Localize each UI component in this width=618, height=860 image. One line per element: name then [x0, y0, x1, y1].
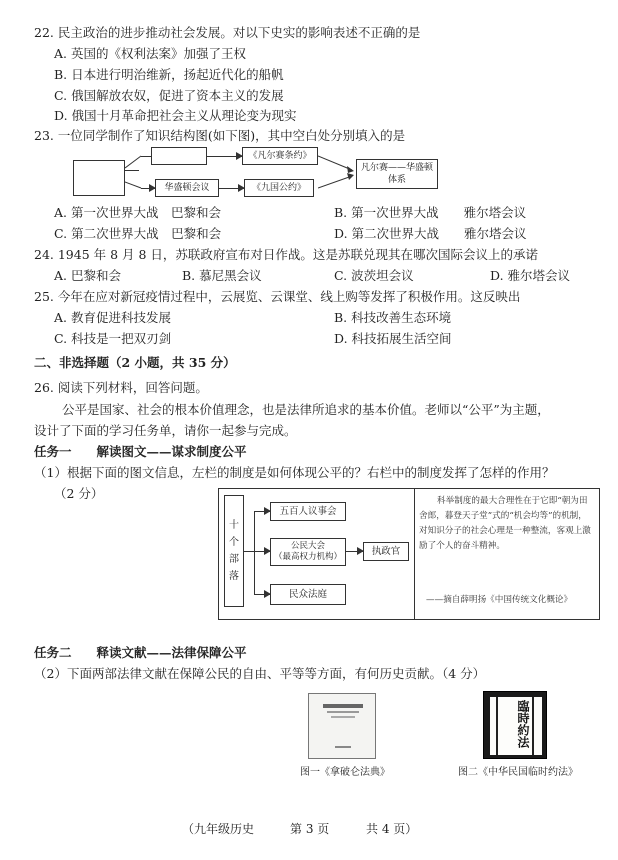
q24-stem: 24. 1945 年 8 月 8 日，苏联政府宣布对日作战。这是苏联兑现其在哪次国际会议上的承诺	[34, 247, 538, 262]
task1-title: 任务一 解读图文——谋求制度公平	[34, 444, 247, 459]
q23-stem: 23. 一位同学制作了知识结构图(如下图)，其中空白处分别填入的是	[34, 128, 406, 143]
diagram-blank-box-2	[151, 147, 207, 165]
magistrate-box: 执政官	[363, 542, 409, 561]
diagram-versailles: 《凡尔赛条约》	[242, 147, 318, 165]
q24-option-a: A. 巴黎和会	[54, 268, 121, 283]
citizens-assembly	[270, 538, 346, 566]
provisional-constitution-image	[483, 691, 547, 759]
system-line2: 体系	[387, 175, 406, 185]
q26-sub2: （2）下面两部法律文献在保障公民的自由、平等等方面，有何历史贡献。（4 分）	[34, 666, 486, 681]
quote-source: ——摘自薛明扬《中国传统文化概论》	[426, 595, 573, 605]
q26-stem: 26. 阅读下列材料，回答问题。	[34, 380, 208, 395]
task2-title: 任务二 释读文献——法律保障公平	[34, 645, 247, 660]
q24-option-c: C. 波茨坦会议	[334, 268, 414, 283]
assembly-line2: （最高权力机构）	[273, 552, 342, 562]
q25-option-a: A. 教育促进科技发展	[54, 310, 171, 325]
q22-stem: 22. 民主政治的进步推动社会发展。对以下史实的影响表述不正确的是	[34, 25, 421, 40]
q24-option-d: D. 雅尔塔会议	[490, 268, 571, 283]
q23-option-a: A. 第一次世界大战 巴黎和会	[54, 205, 221, 220]
q26-sub1-line1: （1）根据下面的图文信息，左栏的制度是如何体现公平的？右栏中的制度发挥了怎样的作用？	[34, 465, 555, 480]
q25-option-c: C. 科技是一把双刃剑	[54, 331, 172, 346]
q25-option-d: D. 科技拓展生活空间	[334, 331, 452, 346]
q23-option-d: D. 第二次世界大战 雅尔塔会议	[334, 226, 527, 241]
tribe-char-4: 落	[229, 571, 239, 582]
fig2-caption: 图二《中华民国临时约法》	[458, 767, 578, 778]
assembly-line1: 公民大会	[290, 541, 325, 551]
q24-option-b: B. 慕尼黑会议	[182, 268, 262, 283]
peoples-court: 民众法庭	[270, 584, 346, 605]
footer-page: 第 3 页	[290, 822, 330, 836]
diagram-washington-conf: 华盛顿会议	[155, 179, 219, 197]
q26-intro-line2: 设计了下面的学习任务单，请你一起参与完成。	[34, 423, 297, 438]
athens-tribes	[224, 495, 244, 607]
imperial-exam-quote: 科举制度的最大合理性在于它即“朝为田舍郎，暮登天子堂”式的“机会均等”的机制，对知识分子的社会心理是一种整流，客观上激励了个人的奋斗精神。	[419, 496, 591, 551]
q23-option-c: C. 第二次世界大战 巴黎和会	[54, 226, 222, 241]
footer-course: （九年级历史	[182, 822, 255, 836]
diagram-system	[356, 159, 438, 189]
napoleonic-code-image	[308, 693, 376, 759]
diagram-merge-arrows	[318, 150, 358, 198]
diagram-nine-power: 《九国公约》	[244, 179, 314, 197]
diagram-blank-box	[73, 160, 125, 196]
q22-option-c: C. 俄国解放农奴，促进了资本主义的发展	[54, 88, 284, 103]
tribe-char-2: 个	[229, 537, 239, 548]
constitution-spine-text: 臨時約法	[516, 700, 530, 748]
q22-option-a: A. 英国的《权利法案》加强了王权	[54, 46, 246, 61]
section2-heading: 二、非选择题（2 小题，共 35 分）	[34, 355, 236, 370]
q26-sub1-line2: （2 分）	[54, 486, 104, 501]
footer-total: 共 4 页）	[366, 822, 418, 836]
council-500: 五百人议事会	[270, 502, 346, 521]
tribe-char-3: 部	[229, 554, 239, 565]
q25-stem: 25. 今年在应对新冠疫情过程中，云展览、云课堂、线上购等发挥了积极作用。这反映出	[34, 289, 521, 304]
fig1-caption: 图一《拿破仑法典》	[300, 767, 390, 778]
q26-intro-line1: 公平是国家、社会的根本价值理念，也是法律所追求的基本价值。老师以“公平”为主题，	[62, 402, 550, 417]
tribe-char-1: 十	[229, 520, 239, 531]
q23-option-b: B. 第一次世界大战 雅尔塔会议	[334, 205, 527, 220]
q25-option-b: B. 科技改善生态环境	[334, 310, 452, 325]
q22-option-b: B. 日本进行明治维新，扬起近代化的船帆	[54, 67, 284, 82]
q22-option-d: D. 俄国十月革命把社会主义从理论变为现实	[54, 108, 297, 123]
system-line1: 凡尔赛——华盛顿	[360, 163, 433, 173]
